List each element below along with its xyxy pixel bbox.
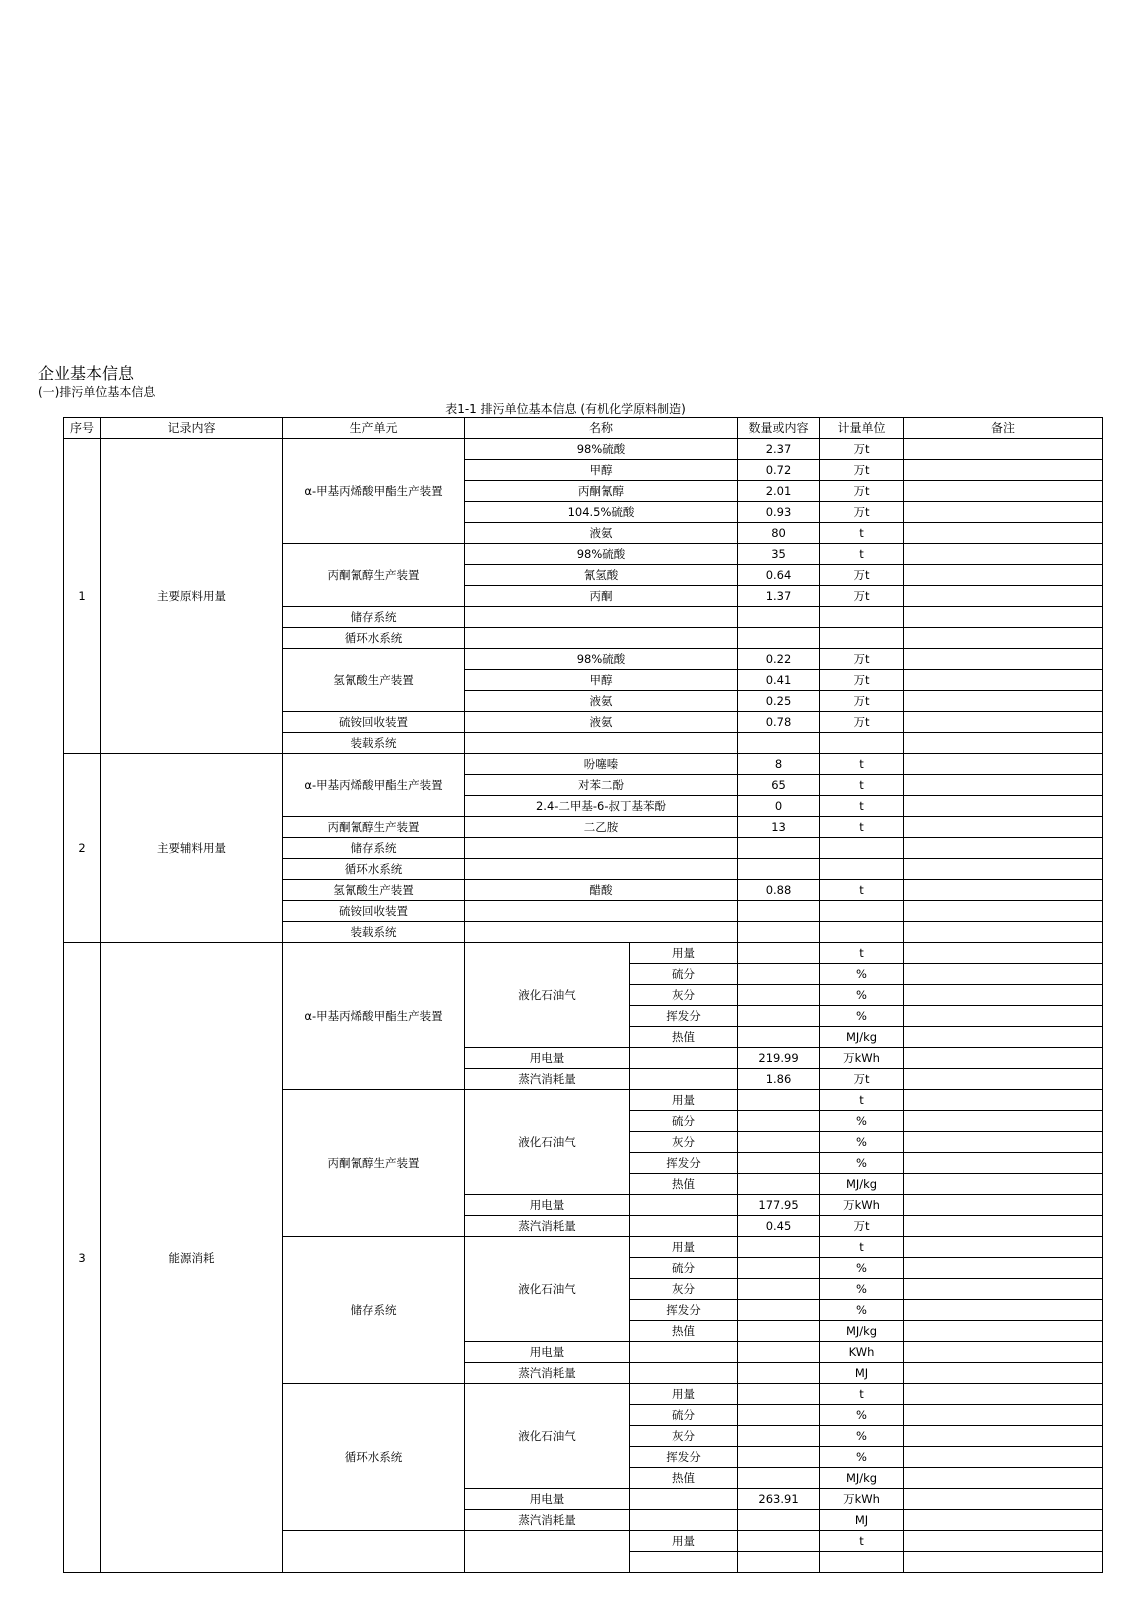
material-name-cell: 氰氢酸: [465, 565, 738, 586]
measure-unit-cell: %: [820, 1153, 904, 1174]
quantity-cell: [738, 943, 820, 964]
quantity-cell: [738, 628, 820, 649]
table-row: [64, 439, 1103, 460]
remark-cell: [904, 1489, 1103, 1510]
quantity-cell: [738, 901, 820, 922]
fuel-name-cell: 液化石油气: [465, 1384, 630, 1489]
empty-subitem-cell: [630, 1342, 738, 1363]
table-body: [64, 418, 1103, 1573]
material-name-cell: 丙酮氰醇: [465, 481, 738, 502]
quantity-cell: [738, 1153, 820, 1174]
measure-unit-cell: t: [820, 943, 904, 964]
fuel-property-cell: [630, 1552, 738, 1573]
measure-unit-cell: [820, 922, 904, 943]
measure-unit-cell: [820, 1552, 904, 1573]
empty-subitem-cell: [630, 1048, 738, 1069]
remark-cell: [904, 1069, 1103, 1090]
remark-cell: [904, 712, 1103, 733]
quantity-cell: [738, 1027, 820, 1048]
fuel-property-cell: 用量: [630, 1090, 738, 1111]
material-name-cell: [465, 607, 738, 628]
remark-cell: [904, 565, 1103, 586]
remark-cell: [904, 1006, 1103, 1027]
material-name-cell: 98%硫酸: [465, 649, 738, 670]
remark-cell: [904, 1363, 1103, 1384]
remark-cell: [904, 1405, 1103, 1426]
remark-cell: [904, 691, 1103, 712]
measure-unit-cell: t: [820, 754, 904, 775]
quantity-cell: [738, 1384, 820, 1405]
remark-cell: [904, 1447, 1103, 1468]
fuel-property-cell: 热值: [630, 1174, 738, 1195]
fuel-property-cell: 用量: [630, 943, 738, 964]
measure-unit-cell: 万t: [820, 565, 904, 586]
quantity-cell: [738, 1174, 820, 1195]
empty-subitem-cell: [630, 1363, 738, 1384]
energy-item-cell: 用电量: [465, 1489, 630, 1510]
remark-cell: [904, 1510, 1103, 1531]
quantity-cell: 0.45: [738, 1216, 820, 1237]
fuel-property-cell: 用量: [630, 1531, 738, 1552]
quantity-cell: [738, 1468, 820, 1489]
measure-unit-cell: t: [820, 523, 904, 544]
measure-unit-cell: MJ/kg: [820, 1321, 904, 1342]
measure-unit-cell: 万t: [820, 691, 904, 712]
measure-unit-cell: %: [820, 1132, 904, 1153]
remark-cell: [904, 586, 1103, 607]
production-unit-cell: 丙酮氰醇生产装置: [283, 817, 465, 838]
fuel-property-cell: 灰分: [630, 985, 738, 1006]
quantity-cell: [738, 1132, 820, 1153]
remark-cell: [904, 733, 1103, 754]
material-name-cell: [465, 628, 738, 649]
measure-unit-cell: %: [820, 1405, 904, 1426]
quantity-cell: 80: [738, 523, 820, 544]
measure-unit-cell: t: [820, 1384, 904, 1405]
remark-cell: [904, 1531, 1103, 1552]
remark-cell: [904, 544, 1103, 565]
header-cell-remark: 备注: [904, 418, 1103, 439]
measure-unit-cell: t: [820, 880, 904, 901]
fuel-property-cell: 硫分: [630, 1258, 738, 1279]
fuel-property-cell: 挥发分: [630, 1300, 738, 1321]
quantity-cell: [738, 859, 820, 880]
empty-subitem-cell: [630, 1510, 738, 1531]
table-caption: 表1-1 排污单位基本信息 (有机化学原料制造): [445, 402, 686, 416]
measure-unit-cell: 万t: [820, 1069, 904, 1090]
quantity-cell: [738, 1006, 820, 1027]
production-unit-cell: α-甲基丙烯酸甲酯生产装置: [283, 754, 465, 817]
remark-cell: [904, 439, 1103, 460]
quantity-cell: [738, 985, 820, 1006]
measure-unit-cell: KWh: [820, 1342, 904, 1363]
measure-unit-cell: 万kWh: [820, 1048, 904, 1069]
quantity-cell: [738, 1300, 820, 1321]
fuel-property-cell: 硫分: [630, 1405, 738, 1426]
remark-cell: [904, 607, 1103, 628]
quantity-cell: 0.88: [738, 880, 820, 901]
measure-unit-cell: [820, 901, 904, 922]
fuel-property-cell: 灰分: [630, 1426, 738, 1447]
header-cell-measure: 计量单位: [820, 418, 904, 439]
remark-cell: [904, 901, 1103, 922]
remark-cell: [904, 775, 1103, 796]
record-content-cell: 主要辅料用量: [101, 754, 283, 943]
remark-cell: [904, 1321, 1103, 1342]
production-unit-cell: [283, 1531, 465, 1573]
fuel-property-cell: 硫分: [630, 964, 738, 985]
remark-cell: [904, 985, 1103, 1006]
material-name-cell: [465, 733, 738, 754]
material-name-cell: [465, 901, 738, 922]
remark-cell: [904, 1174, 1103, 1195]
material-name-cell: 104.5%硫酸: [465, 502, 738, 523]
header-cell-unit: 生产单元: [283, 418, 465, 439]
empty-subitem-cell: [630, 1216, 738, 1237]
quantity-cell: 65: [738, 775, 820, 796]
fuel-property-cell: 挥发分: [630, 1447, 738, 1468]
fuel-property-cell: 挥发分: [630, 1006, 738, 1027]
material-name-cell: 甲醇: [465, 670, 738, 691]
section-number-cell: 2: [64, 754, 101, 943]
measure-unit-cell: 万t: [820, 670, 904, 691]
measure-unit-cell: 万t: [820, 649, 904, 670]
remark-cell: [904, 880, 1103, 901]
material-name-cell: 醋酸: [465, 880, 738, 901]
remark-cell: [904, 1279, 1103, 1300]
page-title: 企业基本信息: [38, 364, 135, 383]
material-name-cell: 丙酮: [465, 586, 738, 607]
material-name-cell: 甲醇: [465, 460, 738, 481]
measure-unit-cell: [820, 733, 904, 754]
measure-unit-cell: MJ: [820, 1363, 904, 1384]
remark-cell: [904, 964, 1103, 985]
quantity-cell: 219.99: [738, 1048, 820, 1069]
remark-cell: [904, 1426, 1103, 1447]
remark-cell: [904, 1342, 1103, 1363]
quantity-cell: 1.86: [738, 1069, 820, 1090]
production-unit-cell: 循环水系统: [283, 628, 465, 649]
production-unit-cell: α-甲基丙烯酸甲酯生产装置: [283, 439, 465, 544]
production-unit-cell: 硫铵回收装置: [283, 712, 465, 733]
measure-unit-cell: MJ: [820, 1510, 904, 1531]
material-name-cell: 对苯二酚: [465, 775, 738, 796]
production-unit-cell: 丙酮氰醇生产装置: [283, 544, 465, 607]
quantity-cell: 1.37: [738, 586, 820, 607]
production-unit-cell: 氢氰酸生产装置: [283, 880, 465, 901]
quantity-cell: [738, 1111, 820, 1132]
fuel-property-cell: 用量: [630, 1384, 738, 1405]
quantity-cell: [738, 1447, 820, 1468]
measure-unit-cell: 万t: [820, 481, 904, 502]
remark-cell: [904, 1468, 1103, 1489]
quantity-cell: 0: [738, 796, 820, 817]
material-name-cell: 吩噻嗪: [465, 754, 738, 775]
table-header-row: [64, 418, 1103, 439]
remark-cell: [904, 1552, 1103, 1573]
fuel-property-cell: 灰分: [630, 1132, 738, 1153]
measure-unit-cell: %: [820, 1426, 904, 1447]
quantity-cell: 2.37: [738, 439, 820, 460]
measure-unit-cell: %: [820, 964, 904, 985]
remark-cell: [904, 1300, 1103, 1321]
empty-subitem-cell: [630, 1489, 738, 1510]
header-cell-no: 序号: [64, 418, 101, 439]
quantity-cell: 13: [738, 817, 820, 838]
quantity-cell: [738, 733, 820, 754]
quantity-cell: [738, 1090, 820, 1111]
quantity-cell: [738, 1510, 820, 1531]
quantity-cell: [738, 1531, 820, 1552]
quantity-cell: [738, 964, 820, 985]
quantity-cell: 8: [738, 754, 820, 775]
quantity-cell: [738, 1363, 820, 1384]
measure-unit-cell: [820, 838, 904, 859]
header-cell-name: 名称: [465, 418, 738, 439]
fuel-name-cell: [465, 1531, 630, 1573]
remark-cell: [904, 796, 1103, 817]
production-unit-cell: 氢氰酸生产装置: [283, 649, 465, 712]
measure-unit-cell: [820, 607, 904, 628]
fuel-property-cell: 挥发分: [630, 1153, 738, 1174]
info-table: [63, 417, 1103, 1573]
remark-cell: [904, 628, 1103, 649]
energy-item-cell: 蒸汽消耗量: [465, 1363, 630, 1384]
record-content-cell: 主要原料用量: [101, 439, 283, 754]
remark-cell: [904, 1195, 1103, 1216]
remark-cell: [904, 1384, 1103, 1405]
section-number-cell: 1: [64, 439, 101, 754]
remark-cell: [904, 859, 1103, 880]
measure-unit-cell: [820, 628, 904, 649]
quantity-cell: [738, 1321, 820, 1342]
material-name-cell: 98%硫酸: [465, 439, 738, 460]
energy-item-cell: 蒸汽消耗量: [465, 1216, 630, 1237]
remark-cell: [904, 523, 1103, 544]
remark-cell: [904, 1153, 1103, 1174]
quantity-cell: [738, 1342, 820, 1363]
measure-unit-cell: t: [820, 1237, 904, 1258]
measure-unit-cell: %: [820, 1006, 904, 1027]
remark-cell: [904, 502, 1103, 523]
measure-unit-cell: MJ/kg: [820, 1468, 904, 1489]
production-unit-cell: 装载系统: [283, 733, 465, 754]
measure-unit-cell: %: [820, 1300, 904, 1321]
section-number-cell: 3: [64, 943, 101, 1573]
measure-unit-cell: 万t: [820, 586, 904, 607]
energy-item-cell: 用电量: [465, 1342, 630, 1363]
empty-subitem-cell: [630, 1195, 738, 1216]
remark-cell: [904, 1237, 1103, 1258]
remark-cell: [904, 649, 1103, 670]
production-unit-cell: 储存系统: [283, 607, 465, 628]
material-name-cell: 液氨: [465, 523, 738, 544]
production-unit-cell: 储存系统: [283, 1237, 465, 1384]
quantity-cell: 0.64: [738, 565, 820, 586]
fuel-name-cell: 液化石油气: [465, 1237, 630, 1342]
record-content-cell: 能源消耗: [101, 943, 283, 1573]
material-name-cell: 二乙胺: [465, 817, 738, 838]
quantity-cell: 0.22: [738, 649, 820, 670]
measure-unit-cell: %: [820, 1279, 904, 1300]
quantity-cell: [738, 1426, 820, 1447]
fuel-property-cell: 硫分: [630, 1111, 738, 1132]
measure-unit-cell: %: [820, 1447, 904, 1468]
measure-unit-cell: t: [820, 1531, 904, 1552]
measure-unit-cell: 万t: [820, 712, 904, 733]
quantity-cell: [738, 1279, 820, 1300]
fuel-name-cell: 液化石油气: [465, 1090, 630, 1195]
quantity-cell: [738, 1405, 820, 1426]
remark-cell: [904, 1027, 1103, 1048]
quantity-cell: 0.93: [738, 502, 820, 523]
measure-unit-cell: %: [820, 1258, 904, 1279]
quantity-cell: [738, 1258, 820, 1279]
production-unit-cell: α-甲基丙烯酸甲酯生产装置: [283, 943, 465, 1090]
quantity-cell: [738, 1237, 820, 1258]
remark-cell: [904, 670, 1103, 691]
production-unit-cell: 循环水系统: [283, 859, 465, 880]
header-cell-content: 记录内容: [101, 418, 283, 439]
measure-unit-cell: %: [820, 1111, 904, 1132]
material-name-cell: [465, 922, 738, 943]
remark-cell: [904, 943, 1103, 964]
header-cell-qty: 数量或内容: [738, 418, 820, 439]
production-unit-cell: 硫铵回收装置: [283, 901, 465, 922]
remark-cell: [904, 817, 1103, 838]
remark-cell: [904, 922, 1103, 943]
measure-unit-cell: 万t: [820, 460, 904, 481]
measure-unit-cell: 万t: [820, 502, 904, 523]
remark-cell: [904, 1258, 1103, 1279]
material-name-cell: 2.4-二甲基-6-叔丁基苯酚: [465, 796, 738, 817]
material-name-cell: 液氨: [465, 712, 738, 733]
measure-unit-cell: t: [820, 544, 904, 565]
quantity-cell: 0.72: [738, 460, 820, 481]
measure-unit-cell: 万kWh: [820, 1195, 904, 1216]
material-name-cell: [465, 859, 738, 880]
measure-unit-cell: %: [820, 985, 904, 1006]
energy-item-cell: 用电量: [465, 1195, 630, 1216]
energy-item-cell: 蒸汽消耗量: [465, 1069, 630, 1090]
remark-cell: [904, 1090, 1103, 1111]
quantity-cell: [738, 607, 820, 628]
quantity-cell: 177.95: [738, 1195, 820, 1216]
remark-cell: [904, 1132, 1103, 1153]
material-name-cell: 液氨: [465, 691, 738, 712]
measure-unit-cell: t: [820, 1090, 904, 1111]
measure-unit-cell: t: [820, 775, 904, 796]
remark-cell: [904, 481, 1103, 502]
table-row: [64, 943, 1103, 964]
quantity-cell: 0.78: [738, 712, 820, 733]
measure-unit-cell: 万t: [820, 1216, 904, 1237]
measure-unit-cell: 万t: [820, 439, 904, 460]
quantity-cell: 263.91: [738, 1489, 820, 1510]
remark-cell: [904, 1216, 1103, 1237]
measure-unit-cell: MJ/kg: [820, 1027, 904, 1048]
fuel-property-cell: 热值: [630, 1027, 738, 1048]
quantity-cell: [738, 922, 820, 943]
measure-unit-cell: t: [820, 817, 904, 838]
production-unit-cell: 丙酮氰醇生产装置: [283, 1090, 465, 1237]
fuel-property-cell: 热值: [630, 1468, 738, 1489]
production-unit-cell: 装载系统: [283, 922, 465, 943]
section-subtitle: (一)排污单位基本信息: [38, 385, 156, 399]
remark-cell: [904, 754, 1103, 775]
production-unit-cell: 储存系统: [283, 838, 465, 859]
remark-cell: [904, 1111, 1103, 1132]
remark-cell: [904, 1048, 1103, 1069]
fuel-property-cell: 用量: [630, 1237, 738, 1258]
quantity-cell: 0.25: [738, 691, 820, 712]
measure-unit-cell: t: [820, 796, 904, 817]
measure-unit-cell: 万kWh: [820, 1489, 904, 1510]
energy-item-cell: 蒸汽消耗量: [465, 1510, 630, 1531]
empty-subitem-cell: [630, 1069, 738, 1090]
measure-unit-cell: MJ/kg: [820, 1174, 904, 1195]
quantity-cell: [738, 838, 820, 859]
fuel-property-cell: 灰分: [630, 1279, 738, 1300]
fuel-name-cell: 液化石油气: [465, 943, 630, 1048]
remark-cell: [904, 838, 1103, 859]
production-unit-cell: 循环水系统: [283, 1384, 465, 1531]
quantity-cell: 0.41: [738, 670, 820, 691]
energy-item-cell: 用电量: [465, 1048, 630, 1069]
table-row: [64, 754, 1103, 775]
quantity-cell: 2.01: [738, 481, 820, 502]
quantity-cell: [738, 1552, 820, 1573]
measure-unit-cell: [820, 859, 904, 880]
remark-cell: [904, 460, 1103, 481]
material-name-cell: [465, 838, 738, 859]
material-name-cell: 98%硫酸: [465, 544, 738, 565]
fuel-property-cell: 热值: [630, 1321, 738, 1342]
quantity-cell: 35: [738, 544, 820, 565]
